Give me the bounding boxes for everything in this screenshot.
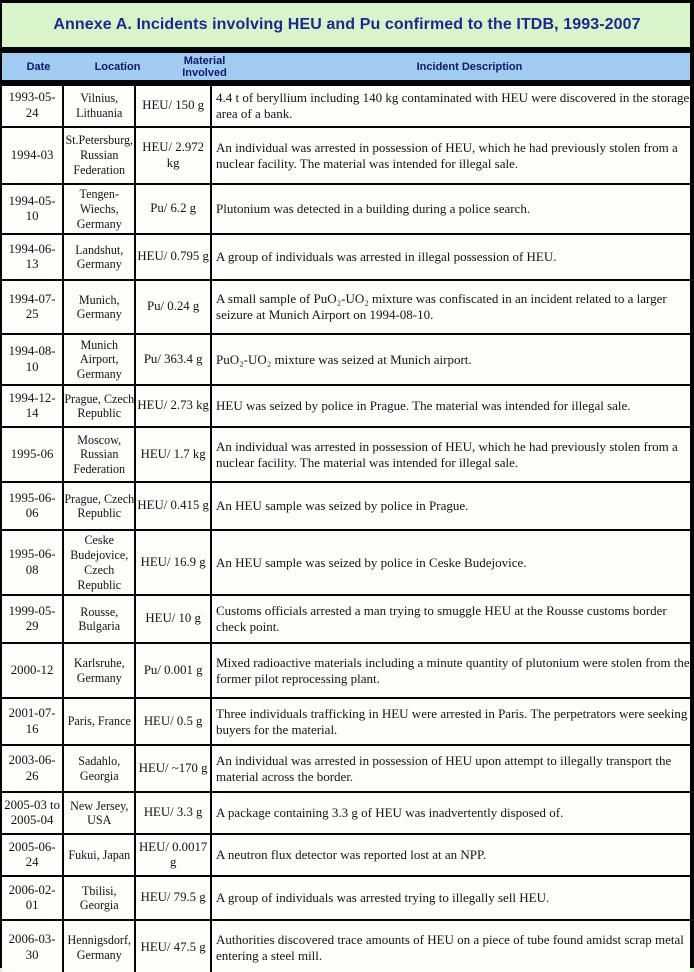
incident-location: Tengen-Wiechs, Germany xyxy=(64,185,136,233)
incident-material: HEU/ 47.5 g xyxy=(136,921,212,972)
incident-description-text: A package containing 3.3 g of HEU was inadvertently disposed of. xyxy=(216,805,564,821)
table-row xyxy=(2,921,690,972)
incident-description xyxy=(212,335,690,384)
incident-date: 2003-06-26 xyxy=(2,746,64,791)
table-row xyxy=(2,835,690,877)
table-row xyxy=(2,386,690,428)
table-row xyxy=(2,793,690,835)
table-row xyxy=(2,185,690,235)
incident-description xyxy=(212,746,690,791)
table-row xyxy=(2,699,690,746)
page-title: Annexe A. Incidents involving HEU and Pu confirmed to the ITDB, 1993-2007 xyxy=(53,16,641,33)
incident-description-text: Authorities discovered trace amounts of HEU on a piece of tube found amidst scrap metal entering a steel mill. xyxy=(216,931,684,963)
incident-description-text: An individual was arrested in possession of HEU, which he had previously stolen from a nuclear facility. The material was intended for illegal sale. xyxy=(216,438,678,470)
incident-date: 1993-05-24 xyxy=(2,86,64,126)
table-row xyxy=(2,877,690,921)
incident-description xyxy=(212,644,690,697)
incident-date: 1994-05-10 xyxy=(2,185,64,233)
incident-location: Prague, Czech Republic xyxy=(64,386,136,426)
table-row xyxy=(2,128,690,185)
incident-material: Pu/ 0.001 g xyxy=(136,644,212,697)
incident-description xyxy=(212,386,690,426)
incident-date: 1994-12-14 xyxy=(2,386,64,426)
incident-location: Tbilisi, Georgia xyxy=(64,877,136,919)
table-row xyxy=(2,86,690,128)
table-row xyxy=(2,644,690,699)
incident-description xyxy=(212,128,690,183)
incident-description-text: Mixed radioactive materials including a minute quantity of plutonium were stolen from the former pilot reprocessing plant. xyxy=(216,654,690,686)
table-row xyxy=(2,483,690,531)
incident-description xyxy=(212,185,690,233)
incident-location: Munich Airport, Germany xyxy=(64,335,136,384)
incident-table-body xyxy=(2,86,690,972)
incident-material: HEU/ 79.5 g xyxy=(136,877,212,919)
incident-description-text: An individual was arrested in possession of HEU upon attempt to illegally transport the material across the border. xyxy=(216,752,672,784)
incident-material: HEU/ 150 g xyxy=(136,86,212,126)
incident-location: New Jersey, USA xyxy=(64,793,136,833)
incident-description xyxy=(212,483,690,529)
incident-description-text: Plutonium was detected in a building during a police search. xyxy=(216,201,531,217)
incident-material: HEU/ 16.9 g xyxy=(136,531,212,594)
incident-description xyxy=(212,86,690,126)
incident-location: Moscow, Russian Federation xyxy=(64,428,136,481)
incident-date: 1994-06-13 xyxy=(2,235,64,279)
column-header-date: Date xyxy=(26,60,51,73)
incident-description-text: An HEU sample was seized by police in Ceske Budejovice. xyxy=(216,554,527,570)
incident-material: HEU/ 2.972 kg xyxy=(136,128,212,183)
incident-description-text: A small sample of PuO₂-UO₂ mixture was confiscated in an incident related to a larger seizure at Munich Airport on 1994-08-10. xyxy=(216,291,667,323)
incident-location: Karlsruhe, Germany xyxy=(64,644,136,697)
incident-description-text: Customs officials arrested a man trying to smuggle HEU at the Rousse customs border check point. xyxy=(216,603,667,635)
incident-description-text: An HEU sample was seized by police in Prague. xyxy=(216,498,469,514)
column-header-material: Material Involved xyxy=(182,54,227,79)
incident-date: 2005-03 to 2005-04 xyxy=(2,793,64,833)
incident-material: HEU/ 10 g xyxy=(136,596,212,642)
incident-location: Rousse, Bulgaria xyxy=(64,596,136,642)
frame-left-border xyxy=(0,0,2,968)
frame-right-border xyxy=(690,0,694,968)
table-row xyxy=(2,746,690,793)
incident-location: Hennigsdorf, Germany xyxy=(64,921,136,972)
incident-description-text: HEU was seized by police in Prague. The material was intended for illegal sale. xyxy=(216,398,631,414)
incident-date: 1994-03 xyxy=(2,128,64,183)
incident-location: Paris, France xyxy=(64,699,136,744)
incident-location: Landshut, Germany xyxy=(64,235,136,279)
incident-date: 1999-05-29 xyxy=(2,596,64,642)
incident-location: Prague, Czech Republic xyxy=(64,483,136,529)
incident-material: Pu/ 363.4 g xyxy=(136,335,212,384)
table-row xyxy=(2,596,690,644)
title-band xyxy=(0,3,694,47)
table-row xyxy=(2,428,690,483)
incident-location: Sadahlo, Georgia xyxy=(64,746,136,791)
incident-description xyxy=(212,699,690,744)
incident-description xyxy=(212,793,690,833)
column-header-location: Location xyxy=(94,60,141,73)
incident-location: Ceske Budejovice, Czech Republic xyxy=(64,531,136,594)
incident-description xyxy=(212,921,690,972)
incident-description-text: An individual was arrested in possession of HEU, which he had previously stolen from a nuclear facility. The material was intended for illegal sale. xyxy=(216,139,678,171)
incident-date: 1995-06 xyxy=(2,428,64,481)
incident-material: HEU/ 0.415 g xyxy=(136,483,212,529)
incident-material: HEU/ 0.5 g xyxy=(136,699,212,744)
incident-date: 2005-06-24 xyxy=(2,835,64,875)
incident-description-text: A group of individuals was arrested in illegal possession of HEU. xyxy=(216,249,557,265)
incident-date: 1994-08-10 xyxy=(2,335,64,384)
table-row xyxy=(2,235,690,281)
incident-date: 2006-03-30 xyxy=(2,921,64,972)
incident-material: Pu/ 0.24 g xyxy=(136,281,212,333)
incident-date: 1994-07-25 xyxy=(2,281,64,333)
incident-location: Fukui, Japan xyxy=(64,835,136,875)
incident-description xyxy=(212,531,690,594)
incident-description-text: A group of individuals was arrested trying to illegally sell HEU. xyxy=(216,890,550,906)
table-header-row xyxy=(0,53,694,80)
incident-material: Pu/ 6.2 g xyxy=(136,185,212,233)
incident-description-text: Three individuals trafficking in HEU were arrested in Paris. The perpetrators were seeking buyers for the material. xyxy=(216,705,688,737)
incident-description-text: A neutron flux detector was reported lost at an NPP. xyxy=(216,847,487,863)
incident-material: HEU/ 1.7 kg xyxy=(136,428,212,481)
incident-material: HEU/ 3.3 g xyxy=(136,793,212,833)
table-row xyxy=(2,281,690,335)
incident-description-text: PuO₂-UO₂ mixture was seized at Munich airport. xyxy=(216,351,472,367)
incident-description xyxy=(212,281,690,333)
incident-date: 1995-06-08 xyxy=(2,531,64,594)
incident-material: HEU/ ~170 g xyxy=(136,746,212,791)
incident-description xyxy=(212,596,690,642)
incident-material: HEU/ 2.73 kg xyxy=(136,386,212,426)
incident-date: 2006-02-01 xyxy=(2,877,64,919)
incident-location: St.Petersburg, Russian Federation xyxy=(64,128,136,183)
incident-location: Vilnius, Lithuania xyxy=(64,86,136,126)
incident-location: Munich, Germany xyxy=(64,281,136,333)
incident-description xyxy=(212,877,690,919)
incident-date: 1995-06-06 xyxy=(2,483,64,529)
column-header-description: Incident Description xyxy=(416,60,523,73)
incident-material: HEU/ 0.0017 g xyxy=(136,835,212,875)
incident-description xyxy=(212,235,690,279)
incident-date: 2001-07-16 xyxy=(2,699,64,744)
table-row xyxy=(2,531,690,596)
incident-description-text: 4.4 t of beryllium including 140 kg contaminated with HEU were discovered in the storage area of a bank. xyxy=(216,90,690,121)
incident-material: HEU/ 0.795 g xyxy=(136,235,212,279)
incident-date: 2000-12 xyxy=(2,644,64,697)
incident-description xyxy=(212,835,690,875)
table-row xyxy=(2,335,690,386)
incident-description xyxy=(212,428,690,481)
